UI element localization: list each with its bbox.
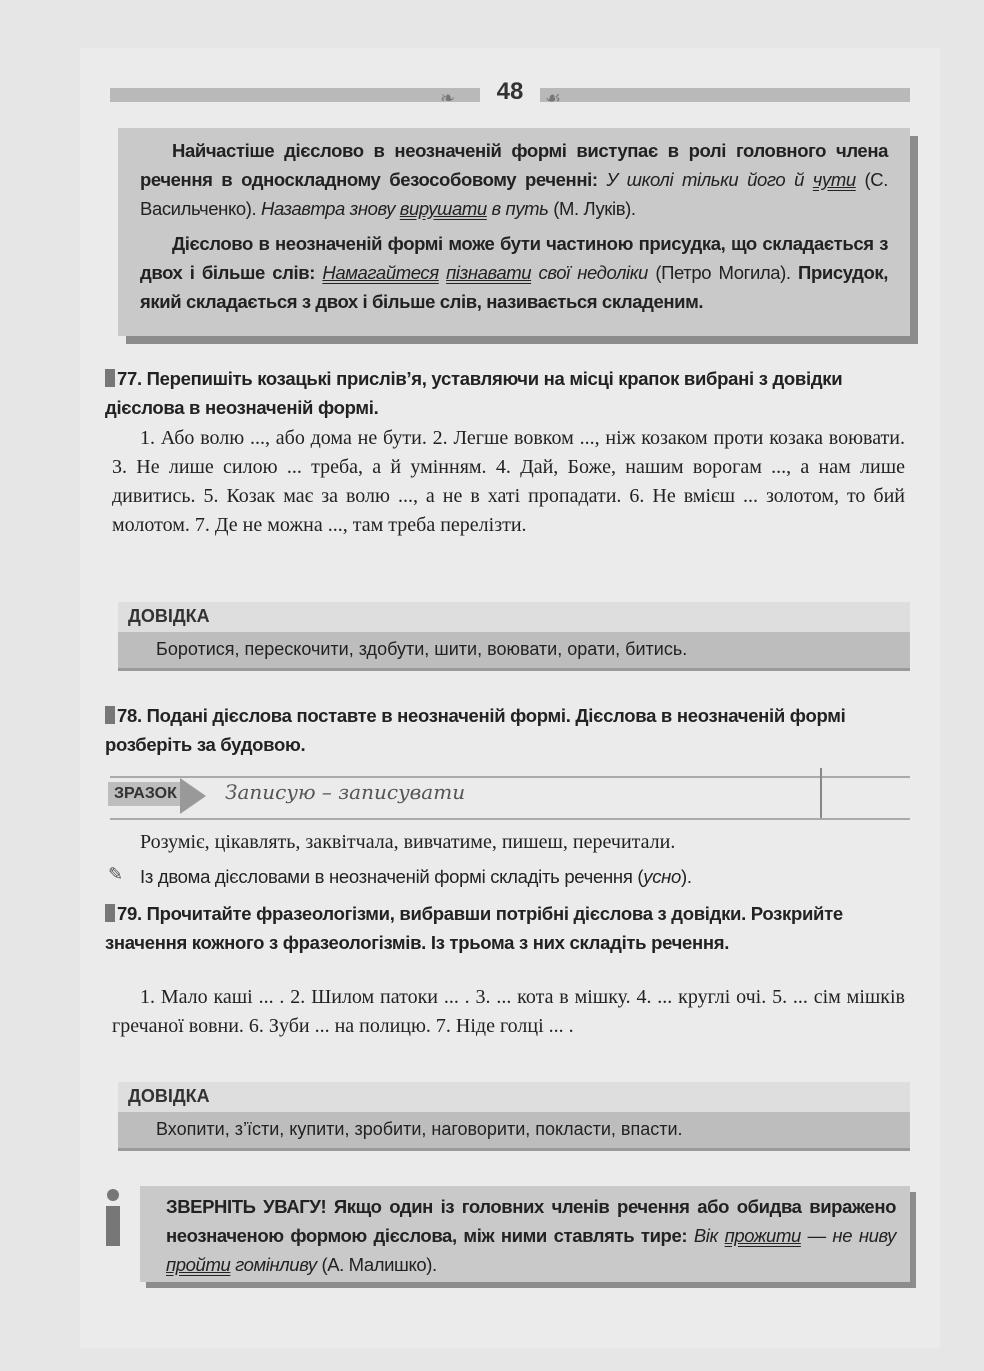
rule-box bbox=[118, 128, 910, 336]
arrow-icon bbox=[180, 778, 206, 814]
zrazok-line-bottom bbox=[110, 818, 910, 820]
author: (С. Васильченко). bbox=[140, 169, 889, 219]
dovidka-label: ДОВІДКА bbox=[128, 606, 210, 626]
example: в путь bbox=[486, 198, 549, 219]
exercise-title-text: 77. Перепишіть козацькі прислів’я, уставляючи на місці крапок вибрані з довідки дієслова в неозначеній формі. bbox=[105, 368, 843, 418]
note-text: Із двома дієсловами в неозначеній формі складіть речення ( bbox=[140, 866, 644, 887]
zrazok-example: Записую – записувати bbox=[225, 780, 466, 804]
info-icon bbox=[102, 1188, 124, 1248]
zrazok-divider bbox=[820, 768, 822, 818]
exercise-marker-icon bbox=[105, 706, 115, 724]
dovidka-box bbox=[118, 632, 910, 668]
dovidka-text: Вхопити, з’їсти, купити, зробити, наговорити, покласти, впасти. bbox=[156, 1119, 683, 1139]
exercise-marker-icon bbox=[105, 904, 115, 922]
zrazok-line-top bbox=[110, 776, 910, 778]
rule-paragraph-2 bbox=[118, 229, 910, 316]
example: Вік bbox=[693, 1225, 725, 1246]
exercise-title-text: 78. Подані дієслова поставте в неозначеній формі. Дієслова в неозначеній формі розберіть за будовою. bbox=[105, 705, 846, 755]
rule-paragraph-1 bbox=[118, 128, 910, 223]
exercise-79-title bbox=[105, 899, 905, 957]
rule-text: Найчастіше дієслово в неозначеній формі виступає в ролі головного члена речення в односкладному безособовому реченні: bbox=[140, 140, 888, 190]
page-number: 48 bbox=[480, 78, 540, 106]
attention-text bbox=[140, 1186, 910, 1279]
example: свої недоліки bbox=[531, 262, 648, 283]
zrazok-label: ЗРАЗОК bbox=[108, 782, 183, 806]
example-underlined: пройти bbox=[166, 1254, 231, 1275]
exercise-78-text: Розуміє, цікавлять, заквітчала, вивчатиме, пишеш, перечитали. bbox=[140, 831, 676, 853]
note-end: ). bbox=[681, 866, 692, 887]
author: (Петро Могила). bbox=[647, 262, 799, 283]
rule-text: Дієслово в неозначеній формі може бути частиною присудка, що складається з двох і більше слів: bbox=[140, 233, 888, 283]
example: — не ниву bbox=[800, 1225, 896, 1246]
exercise-title-text: 79. Прочитайте фразеологізми, вибравши потрібні дієслова з довідки. Розкрийте значення кожного з фразеологізмів. Із трьома з них складіть речення. bbox=[105, 903, 843, 953]
dovidka-header bbox=[118, 602, 910, 632]
example-underlined: прожити bbox=[724, 1225, 801, 1246]
pencil-icon: ✎ bbox=[108, 864, 124, 884]
exercise-78-title bbox=[105, 701, 905, 759]
example: гомінливу bbox=[230, 1254, 317, 1275]
author: (М. Луків). bbox=[548, 198, 636, 219]
author: (А. Малишко). bbox=[316, 1254, 437, 1275]
dovidka-box bbox=[118, 1112, 910, 1148]
dovidka-label: ДОВІДКА bbox=[128, 1086, 210, 1106]
exercise-78-note bbox=[140, 866, 692, 888]
exercise-77-title bbox=[105, 364, 905, 422]
exercise-79-text: 1. Мало каші ... . 2. Шилом патоки ... . 3. ... кота в мішку. 4. ... круглі очі. 5. ... сім мішків гречаної вовни. 6. Зуби ... на полицю. 7. Ніде голці ... . bbox=[112, 986, 905, 1037]
dovidka-header bbox=[118, 1082, 910, 1112]
example-predicate: чути bbox=[812, 169, 856, 190]
attention-box bbox=[140, 1186, 910, 1282]
rule-definition: Присудок, який складається з двох і більше слів, називається складеним. bbox=[140, 262, 888, 312]
ornament-left-icon: ❧ bbox=[440, 88, 456, 108]
note-italic: усно bbox=[643, 866, 682, 887]
exercise-77-text: 1. Або волю ..., або дома не бути. 2. Легше вовком ..., ніж козаком проти козака воювати. 3. Не лише силою ... треба, а й умінням. 4. Дай, Боже, нашим ворогам ..., а нам лише дивитись. 5. Козак має за волю ..., а не в хаті пропадати. 6. Не вмієш ... золотом, то бий молотом. 7. Де не можна ..., там треба перелізти. bbox=[112, 427, 905, 536]
example: Назавтра знову bbox=[260, 198, 400, 219]
attention-rule: ЗВЕРНІТЬ УВАГУ! Якщо один із головних членів речення або обидва виражено неозначеною формою дієслова, між ними ставлять тире: bbox=[166, 1196, 896, 1246]
example-predicate: Намагайтеся bbox=[322, 262, 439, 283]
example: У школі тільки його й bbox=[606, 169, 813, 190]
example-predicate: пізнавати bbox=[446, 262, 532, 283]
dovidka-text: Боротися, перескочити, здобути, шити, воювати, орати, битись. bbox=[156, 639, 688, 659]
exercise-marker-icon bbox=[105, 369, 115, 387]
ornament-right-icon: ☙ bbox=[545, 88, 562, 108]
example-predicate: вирушати bbox=[399, 198, 487, 219]
